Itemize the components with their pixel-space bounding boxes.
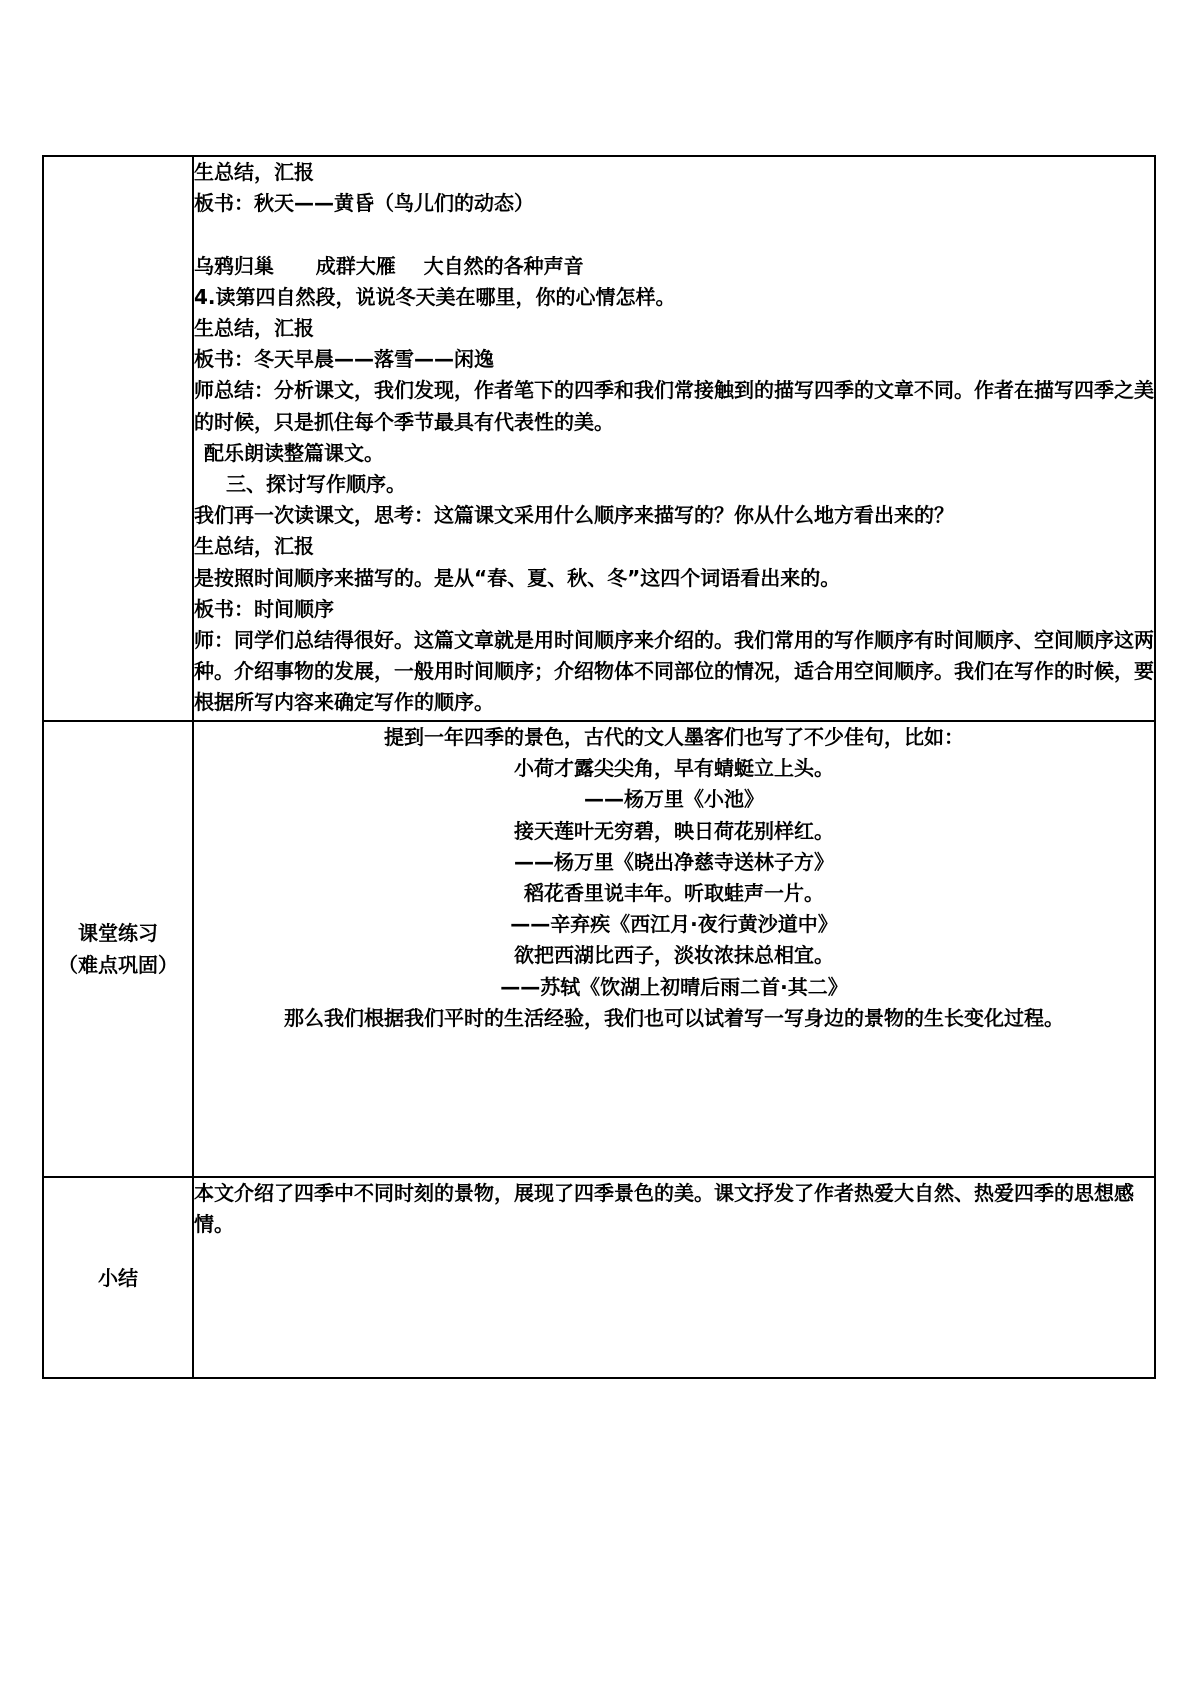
text-line: 师总结：分析课文，我们发现，作者笔下的四季和我们常接触到的描写四季的文章不同。作者在描写四季之美的时候，只是抓住每个季节最具有代表性的美。 [194,378,1154,434]
text-line: 乌鸦归巢 成群大雁 大自然的各种声音 [194,253,584,278]
row-label-practice [43,721,193,1177]
poem-attribution: ——杨万里《小池》 [584,787,764,812]
text-line: 4.读第四自然段，说说冬天美在哪里，你的心情怎样。 [194,284,676,309]
text-line: 我们再一次读课文，思考：这篇课文采用什么顺序来描写的？你从什么地方看出来的？ [194,503,954,528]
text-line: 生总结，汇报 [194,534,314,559]
text-line: 配乐朗读整篇课文。 [204,440,384,465]
table-row [43,156,1155,721]
text-line: 板书：冬天早晨——落雪——闲逸 [194,347,494,372]
text-line: 板书：时间顺序 [194,596,334,621]
row-label-summary [43,1177,193,1378]
text-line: 生总结，汇报 [194,160,314,184]
text-line: 本文介绍了四季中不同时刻的景物，展现了四季景色的美。课文抒发了作者热爱大自然、热爱四季的思想感情。 [194,1181,1134,1237]
practice-content [193,721,1155,1177]
table-row [43,1177,1155,1378]
text-line: 师：同学们总结得很好。这篇文章就是用时间顺序来介绍的。我们常用的写作顺序有时间顺序、空间顺序这两种。介绍事物的发展，一般用时间顺序；介绍物体不同部位的情况，适合用空间顺序。我们在写作的时候，要根据所写内容来确定写作的顺序。 [194,628,1154,715]
poem-line: 接天莲叶无穷碧，映日荷花别样红。 [514,818,834,843]
poem-line: 小荷才露尖尖角，早有蜻蜓立上头。 [514,756,834,781]
section-heading: 三、探讨写作顺序。 [226,472,406,497]
text-line: 是按照时间顺序来描写的。是从“春、夏、秋、冬”这四个词语看出来的。 [194,565,841,590]
text-line: 提到一年四季的景色，古代的文人墨客们也写了不少佳句，比如： [384,725,964,749]
text-line: 板书：秋天——黄昏（鸟儿们的动态） [194,191,534,216]
row-label-sub: （难点巩固） [58,953,178,977]
row-label: 课堂练习 [78,921,158,945]
teaching-process-content [193,156,1155,721]
blank-line [194,219,1154,250]
poem-attribution: ——苏轼《饮湖上初晴后雨二首·其二》 [500,974,848,999]
text-line: 那么我们根据我们平时的生活经验，我们也可以试着写一写身边的景物的生长变化过程。 [284,1005,1064,1030]
table-row [43,721,1155,1177]
row-label-empty [43,156,193,721]
poem-line: 稻花香里说丰年。听取蛙声一片。 [524,881,824,906]
poem-line: 欲把西湖比西子，淡妆浓抹总相宜。 [514,943,834,968]
lesson-plan-table [42,155,1156,1379]
poem-attribution: ——杨万里《晓出净慈寺送林子方》 [514,849,834,874]
text-line: 生总结，汇报 [194,316,314,340]
summary-content [193,1177,1155,1378]
row-label: 小结 [98,1265,138,1290]
poem-attribution: ——辛弃疾《西江月·夜行黄沙道中》 [510,912,838,937]
